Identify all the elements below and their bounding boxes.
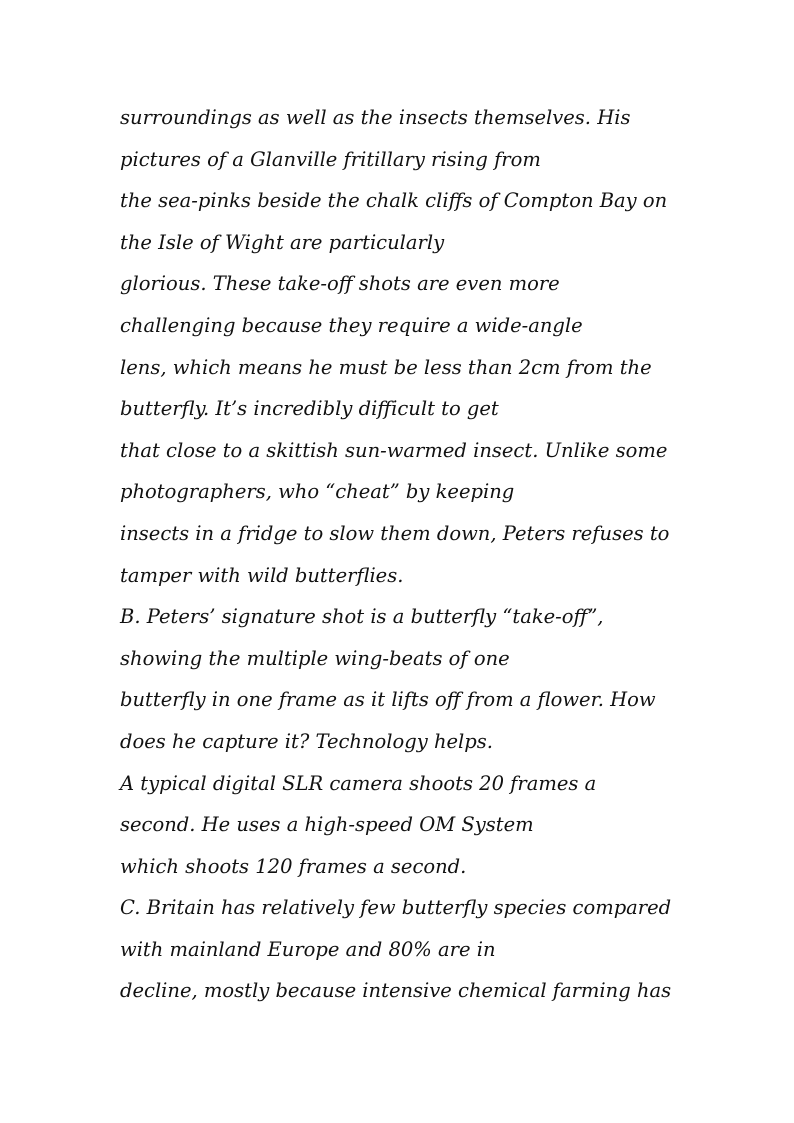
text-line: surroundings as well as the insects themselves. His [120,106,631,129]
text-line: the Isle of Wight are particularly [120,230,445,254]
text-line: photographers, who “cheat” by keeping [120,480,515,504]
text-line: butterfly in one frame as it lifts off from a flower. How [120,688,656,712]
text-line: lens, which means he must be less than 2cm from the [120,355,652,379]
section-b-start: B. Peters’ signature shot is a butterfly “take-off”, [120,605,604,629]
body-text [120,97,700,1012]
text-line: butterfly. It’s incredibly difficult to get [120,397,499,421]
text-line: tamper with wild butterflies. [120,563,404,587]
text-line: showing the multiple wing-beats of one [120,646,510,670]
text-line: that close to a skittish sun-warmed insect. Unlike some [120,438,668,462]
text-line: glorious. These take-off shots are even more [120,272,560,296]
text-line: insects in a fridge to slow them down, Peters refuses to [120,521,670,545]
text-line: which shoots 120 frames a second. [120,854,467,878]
text-line: A typical digital SLR camera shoots 20 frames a [120,771,597,795]
text-line: second. He uses a high-speed OM System [120,813,534,837]
text-line: does he capture it? Technology helps. [120,729,493,753]
text-line: pictures of a Glanville fritillary rising from [120,147,541,171]
text-line: with mainland Europe and 80% are in [120,937,496,961]
text-line: decline, mostly because intensive chemical farming has [120,979,672,1003]
text-line: challenging because they require a wide-angle [120,313,583,337]
text-line: the sea-pinks beside the chalk cliffs of Compton Bay on [120,189,668,213]
section-c-start: C. Britain has relatively few butterfly species compared [120,896,672,920]
